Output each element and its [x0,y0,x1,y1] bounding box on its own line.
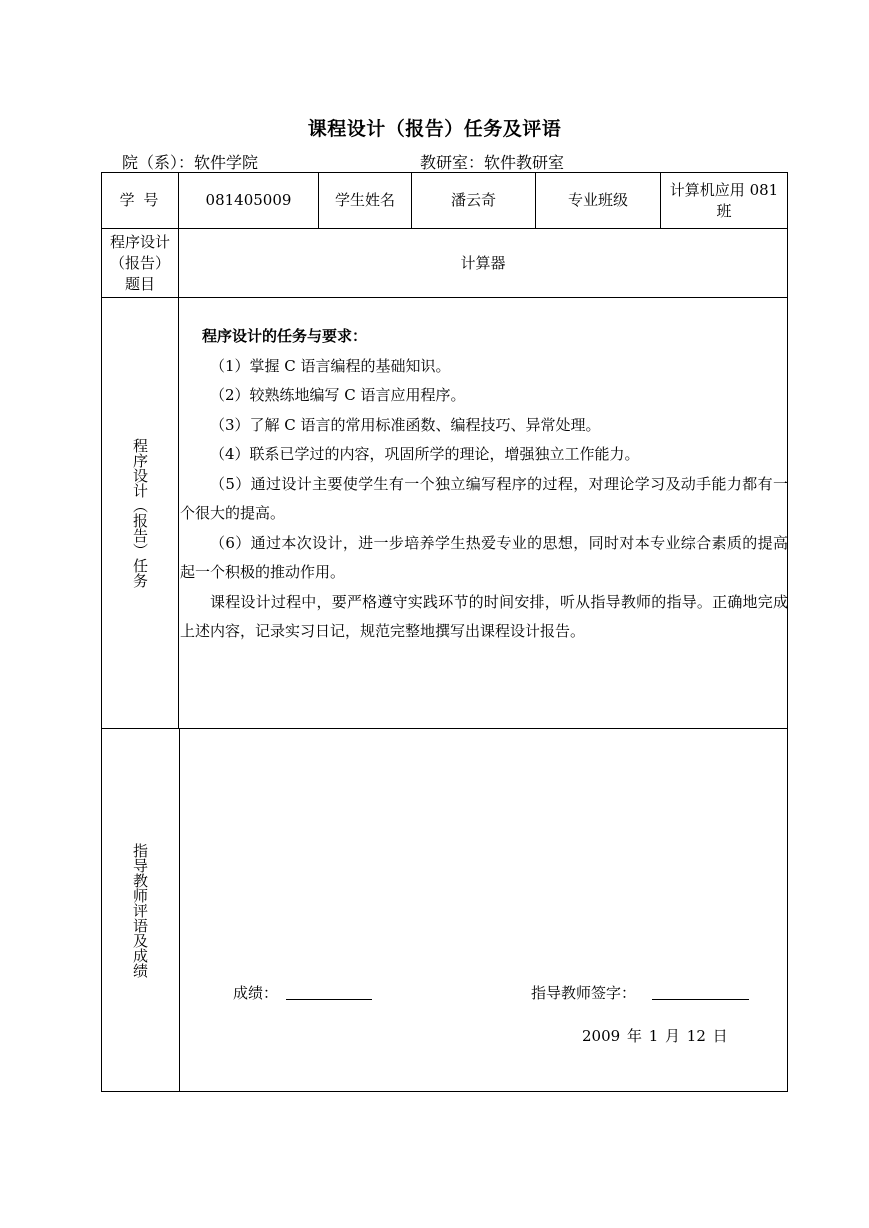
table-border-bottom [101,1091,788,1092]
table-divider-row3 [101,728,788,729]
task-heading: 程序设计的任务与要求： [202,327,368,345]
signature-blank-line[interactable] [652,999,749,1000]
student-id-value: 081405009 [205,191,292,209]
class-label: 专业班级 [567,191,628,209]
student-name-value: 潘云奇 [450,191,496,209]
topic-value: 计算器 [460,253,506,272]
grade-label: 成绩： [233,984,279,1002]
student-id-label: 学 号 [119,191,161,209]
signature-label: 指导教师签字： [531,984,637,1002]
office-field: 教研室：软件教研室 [420,153,565,172]
task-item-5: （5）通过设计主要使学生有一个独立编写程序的过程，对理论学习及动手能力都有一个很大的提高。 [180,474,788,522]
task-item-1: （1）掌握 C 语言编程的基础知识。 [210,356,451,375]
task-item-7: 课程设计过程中，要严格遵守实践环节的时间安排，听从指导教师的指导。正确地完成上述内容，记录实习日记，规范完整地撰写出课程设计报告。 [180,592,788,640]
grade-blank-line[interactable] [286,999,372,1000]
class-value: 计算机应用 081 班 [669,180,779,220]
student-name-label: 学生姓名 [334,191,395,209]
department-field: 院（系）：软件学院 [122,153,259,172]
task-content [180,322,788,647]
task-item-6: （6）通过本次设计，进一步培养学生热爱专业的思想，同时对本专业综合素质的提高起一个积极的推动作用。 [180,533,788,581]
document-title: 课程设计（报告）任务及评语 [307,118,562,140]
date-field: 2009 年 1 月 12 日 [582,1027,728,1045]
table-divider-col1-lower [179,728,180,1092]
task-item-2: （2）较熟练地编写 C 语言应用程序。 [210,386,466,404]
comment-label: 指导教师评语及成绩 [131,842,149,978]
task-item-3: （3）了解 C 语言的常用标准函数、编程技巧、异常处理。 [210,415,601,434]
table-divider-row2 [101,297,788,298]
task-item-4: （4）联系已学过的内容，巩固所学的理论，增强独立工作能力。 [210,445,640,463]
task-label: 程序设计（报告）任务 [131,438,149,588]
topic-label: 程序设计（报告）题目 [109,232,170,293]
